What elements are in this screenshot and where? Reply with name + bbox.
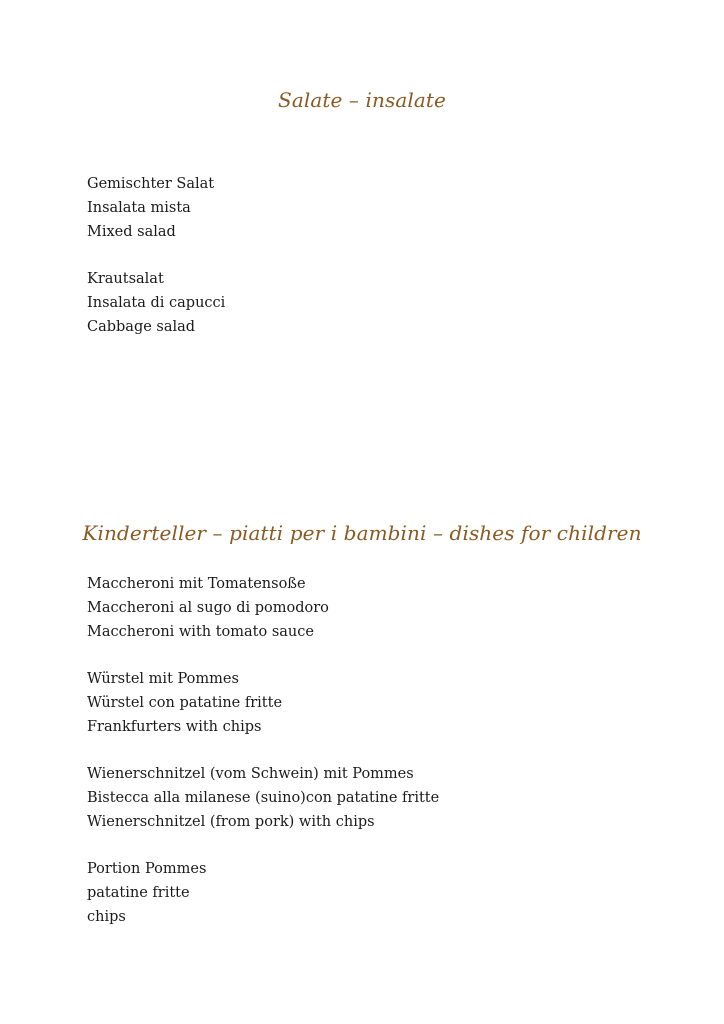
item-name-it: Würstel con patatine fritte bbox=[87, 695, 283, 711]
item-name-it: Bistecca alla milanese (suino)con patatine fritte bbox=[87, 790, 440, 806]
item-name-it: Maccheroni al sugo di pomodoro bbox=[87, 600, 329, 616]
item-name-de: Portion Pommes bbox=[87, 861, 207, 877]
kids-title: Kinderteller – piatti per i bambini – dishes for children bbox=[82, 521, 642, 545]
item-name-en: Frankfurters with chips bbox=[87, 719, 262, 735]
item-name-de: Krautsalat bbox=[87, 271, 164, 287]
kids-item-maccheroni bbox=[87, 572, 647, 644]
salad-item-mixed bbox=[87, 172, 647, 244]
item-name-en: Maccheroni with tomato sauce bbox=[87, 624, 314, 640]
kids-item-wuerstel bbox=[87, 667, 647, 739]
item-name-en: Cabbage salad bbox=[87, 319, 196, 335]
item-name-it: Insalata di capucci bbox=[87, 295, 226, 311]
kids-item-chips bbox=[87, 857, 647, 929]
salads-title: Salate – insalate bbox=[278, 88, 446, 112]
kids-item-schnitzel bbox=[87, 762, 647, 834]
item-name-de: Maccheroni mit Tomatensoße bbox=[87, 576, 306, 592]
item-name-de: Würstel mit Pommes bbox=[87, 671, 239, 687]
item-name-it: Insalata mista bbox=[87, 200, 191, 216]
item-name-it: patatine fritte bbox=[87, 885, 190, 901]
item-name-en: chips bbox=[87, 909, 126, 925]
item-name-de: Gemischter Salat bbox=[87, 176, 215, 192]
item-name-en: Wienerschnitzel (from pork) with chips bbox=[87, 814, 375, 830]
salad-item-cabbage bbox=[87, 267, 647, 339]
item-name-de: Wienerschnitzel (vom Schwein) mit Pommes bbox=[87, 766, 414, 782]
item-name-en: Mixed salad bbox=[87, 224, 176, 240]
